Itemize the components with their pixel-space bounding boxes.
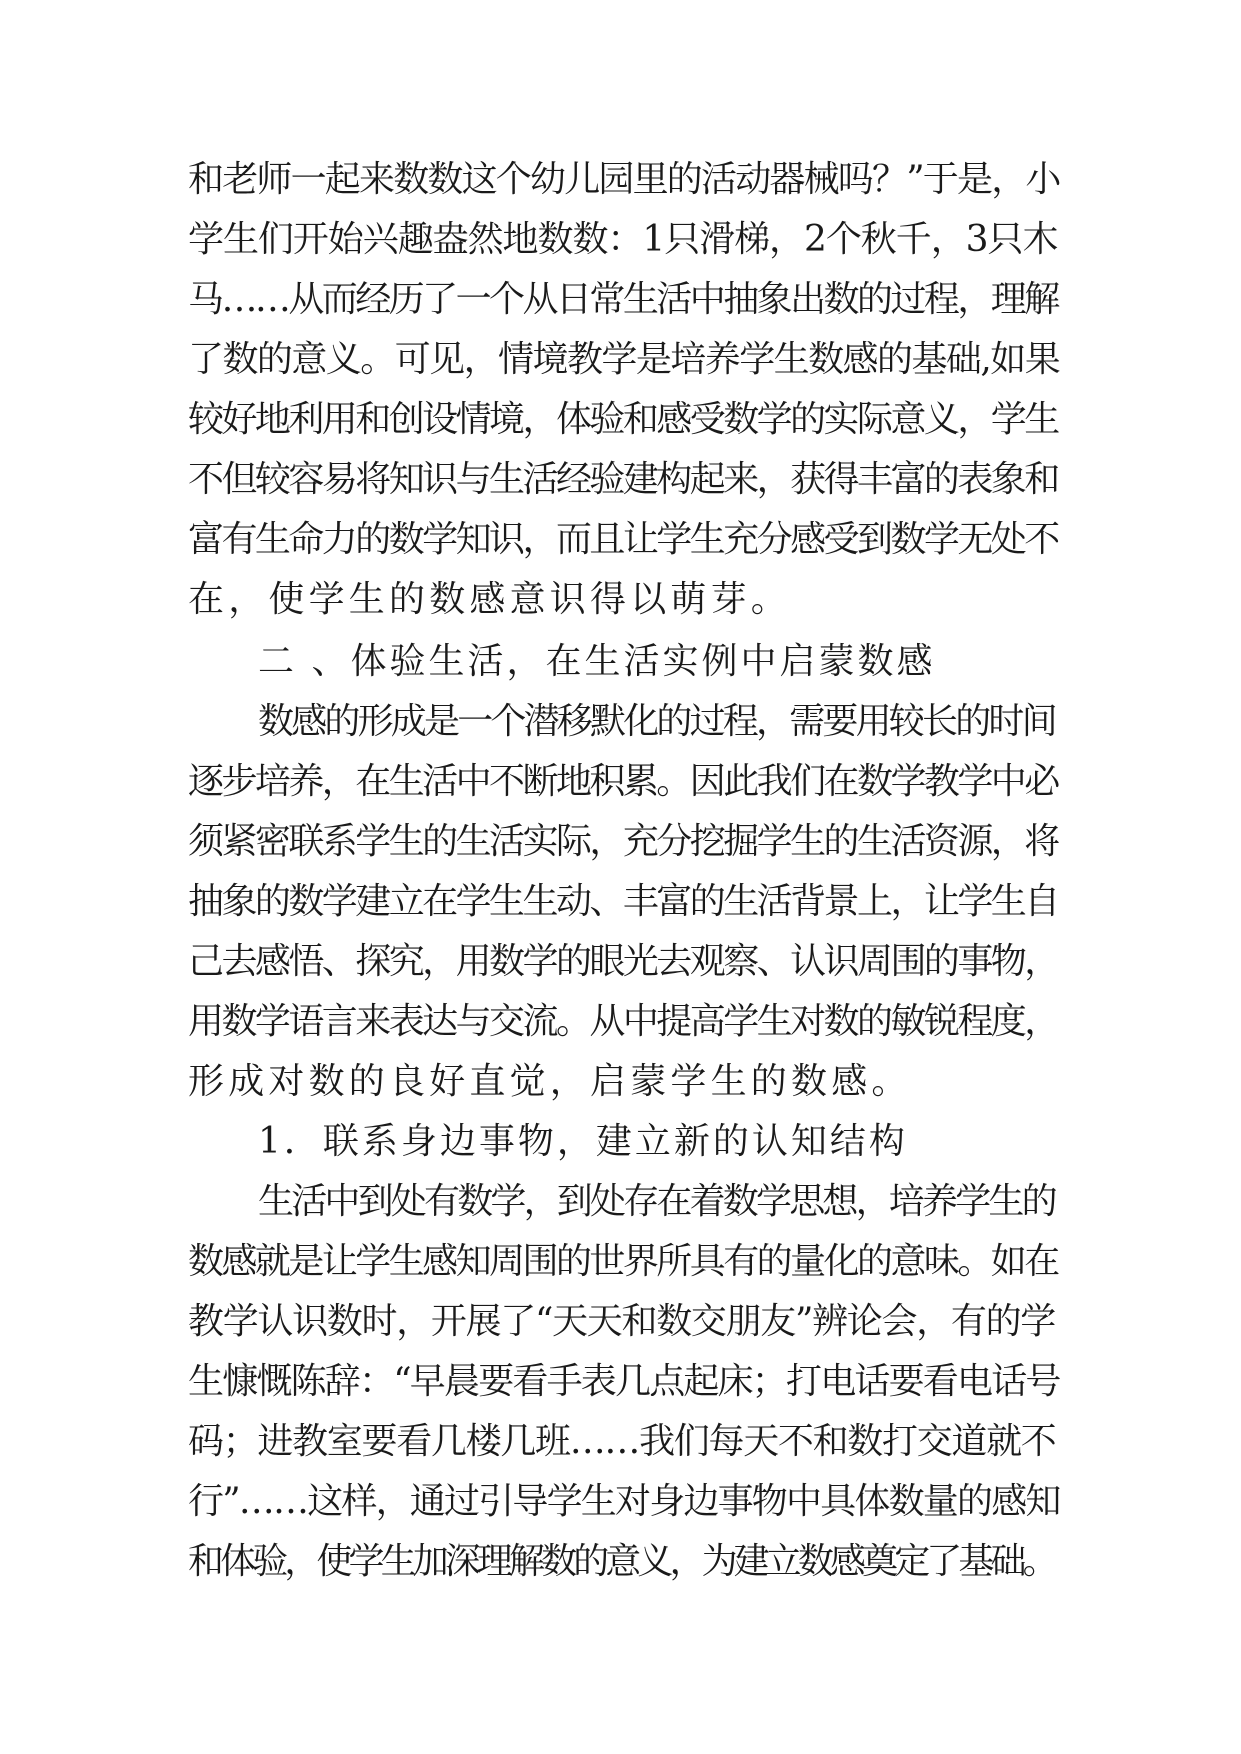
subsection-heading: 1．联系身边事物，建立新的认知结构 [258,1121,908,1162]
text-line: 行”……这样，通过引导学生对身边事物中具体数量的感知 [188,1481,1060,1522]
text-line: 生慷慨陈辞：“早晨要看手表几点起床；打电话要看电话号 [188,1361,1060,1402]
text-line: 数感的形成是一个潜移默化的过程，需要用较长的时间 [258,701,1055,742]
text-line: 数感就是让学生感知周围的世界所具有的量化的意味。如在 [188,1241,1058,1282]
text-line: 码；进教室要看几楼几班……我们每天不和数打交道就不 [188,1421,1056,1462]
text-line: 逐步培养，在生活中不断地积累。因此我们在数学教学中必 [188,761,1058,802]
text-line: 不但较容易将知识与生活经验建构起来，获得丰富的表象和 [188,459,1058,500]
text-line: 学生们开始兴趣盎然地数数：1只滑梯，2个秋千，3只木 [188,219,1058,260]
text-line: 在，使学生的数感意识得以萌芽。 [188,579,792,620]
text-line: 形成对数的良好直觉，启蒙学生的数感。 [188,1061,912,1102]
text-line: 和老师一起来数数这个幼儿园里的活动器械吗？”于是，小 [188,159,1060,200]
text-line: 用数学语言来表达与交流。从中提高学生对数的敏锐程度， [188,1001,1058,1042]
text-line: 己去感悟、探究，用数学的眼光去观察、认识周围的事物， [188,941,1058,982]
section-heading: 二 、体验生活，在生活实例中启蒙数感 [258,641,936,682]
text-line: 马……从而经历了一个从日常生活中抽象出数的过程，理解 [188,279,1058,320]
text-line: 较好地利用和创设情境，体验和感受数学的实际意义，学生 [188,399,1058,440]
text-line: 教学认识数时，开展了“天天和数交朋友”辨论会，有的学 [188,1301,1056,1342]
text-line: 了数的意义。可见，情境教学是培养学生数感的基础,如果 [188,339,1060,380]
text-line: 抽象的数学建立在学生生动、丰富的生活背景上，让学生自 [188,881,1058,922]
text-line: 须紧密联系学生的生活实际，充分挖掘学生的生活资源，将 [188,821,1058,862]
text-line: 生活中到处有数学，到处存在着数学思想，培养学生的 [258,1181,1055,1222]
text-line: 和体验，使学生加深理解数的意义，为建立数感奠定了基础。 [188,1541,1055,1582]
text-line: 富有生命力的数学知识，而且让学生充分感受到数学无处不 [188,519,1058,560]
